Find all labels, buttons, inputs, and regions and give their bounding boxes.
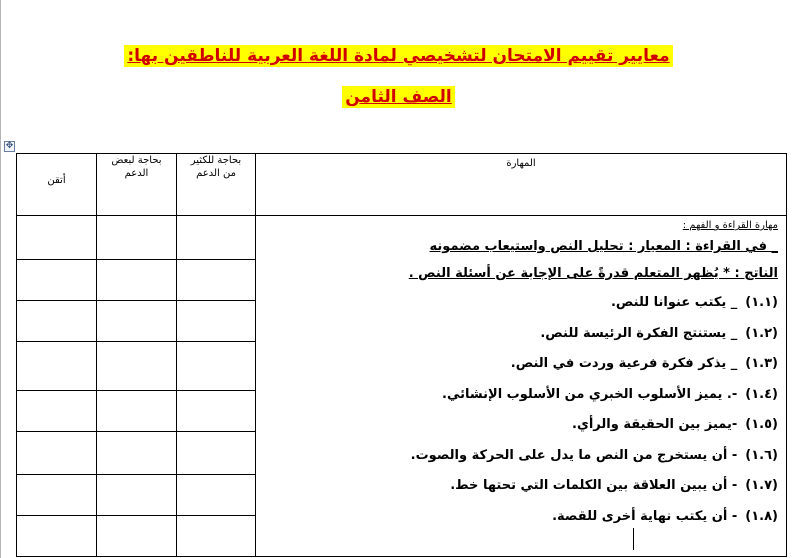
cell-mastered[interactable] — [17, 260, 97, 301]
cell-some-support[interactable] — [97, 301, 177, 342]
item-text: -يميز بين الحقيقة والرأي. — [572, 417, 738, 432]
cell-some-support[interactable] — [97, 391, 177, 432]
table-row — [17, 216, 787, 260]
header-mastered-label: أتقن — [47, 175, 66, 186]
cell-mastered[interactable] — [17, 216, 97, 260]
reading-criterion: _ في القراءة : المعيار : تحليل النص واستيعاب مضمونه — [429, 239, 778, 254]
list-item — [262, 323, 778, 354]
cell-much-support[interactable] — [177, 216, 256, 260]
list-item — [262, 353, 778, 384]
document-title[interactable]: معايير تقييم الامتحان لتشخيصي لمادة اللغة العربية للناطقين بها: — [124, 45, 672, 67]
item-number: (١.٤) — [745, 386, 778, 402]
learning-outcome: الناتج : * يُظهر المتعلم قدرةً على الإجابة عن أسئلة النص . — [408, 266, 778, 281]
table-header-row — [17, 154, 787, 216]
item-text: _ يذكر فكرة فرعية وردت في النص. — [510, 356, 738, 371]
page-left-edge — [0, 0, 1, 558]
header-mastered[interactable] — [17, 154, 97, 216]
text-cursor — [633, 528, 634, 550]
item-number: (١.٨) — [745, 508, 778, 524]
item-number: (١.٣) — [745, 356, 778, 371]
document-subtitle[interactable]: الصف الثامن — [342, 86, 454, 108]
cell-some-support[interactable] — [97, 342, 177, 391]
cell-much-support[interactable] — [177, 301, 256, 342]
item-number: (١.٢) — [745, 325, 778, 341]
item-text: - أن يبين العلاقة بين الكلمات التي تحتها خط. — [450, 478, 738, 493]
item-number: (١.٥) — [745, 417, 778, 432]
item-number: (١.١) — [745, 295, 778, 310]
header-much-support-label: بحاجة للكثير من الدعم — [190, 155, 242, 179]
title-line-1-container — [0, 45, 797, 67]
item-number: (١.٧) — [745, 478, 778, 493]
cell-much-support[interactable] — [177, 475, 256, 516]
cell-mastered[interactable] — [17, 516, 97, 557]
move-icon[interactable]: ✥ — [5, 141, 14, 151]
section-title: مهارة القراءة و الفهم : — [682, 220, 778, 231]
header-some-support[interactable] — [97, 154, 177, 216]
cell-much-support[interactable] — [177, 342, 256, 391]
cell-mastered[interactable] — [17, 391, 97, 432]
header-skill[interactable] — [256, 154, 787, 216]
list-item — [262, 506, 778, 537]
title-line-2-container — [0, 86, 797, 108]
cell-mastered[interactable] — [17, 342, 97, 391]
cell-much-support[interactable] — [177, 516, 256, 557]
item-text: _ يكتب عنوانا للنص. — [610, 295, 738, 310]
cell-mastered[interactable] — [17, 301, 97, 342]
item-text: - أن يكتب نهاية أخرى للقصة. — [552, 508, 738, 524]
cell-much-support[interactable] — [177, 432, 256, 475]
header-some-support-label: بحاجة لبعض الدعم — [111, 155, 162, 179]
item-number: (١.٦) — [745, 447, 778, 463]
cell-mastered[interactable] — [17, 475, 97, 516]
cell-some-support[interactable] — [97, 216, 177, 260]
cell-much-support[interactable] — [177, 260, 256, 301]
header-skill-label: المهارة — [506, 158, 536, 169]
item-text: - أن يستخرج من النص ما يدل على الحركة والصوت. — [410, 447, 738, 463]
list-item — [262, 445, 778, 476]
cell-some-support[interactable] — [97, 516, 177, 557]
item-text: _ يستنتج الفكرة الرئيسة للنص. — [540, 325, 738, 341]
item-text: -. يميز الأسلوب الخبري من الأسلوب الإنشائي. — [442, 386, 738, 402]
assessment-table — [16, 153, 787, 557]
skill-content-cell[interactable] — [256, 216, 787, 557]
list-item — [262, 292, 778, 323]
cell-mastered[interactable] — [17, 432, 97, 475]
cell-some-support[interactable] — [97, 432, 177, 475]
cell-some-support[interactable] — [97, 475, 177, 516]
cell-some-support[interactable] — [97, 260, 177, 301]
header-much-support[interactable] — [177, 154, 256, 216]
list-item — [262, 475, 778, 506]
list-item — [262, 384, 778, 415]
cell-much-support[interactable] — [177, 391, 256, 432]
list-item — [262, 414, 778, 445]
